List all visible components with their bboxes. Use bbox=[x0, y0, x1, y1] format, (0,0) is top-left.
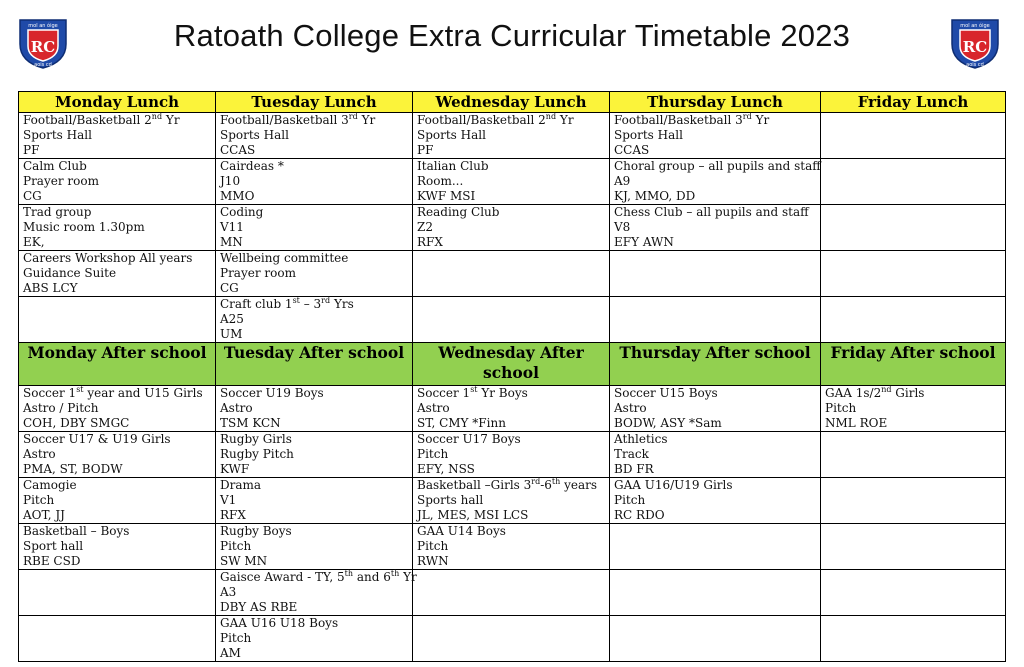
activity-location: Sports Hall bbox=[417, 128, 486, 142]
activity-name: Reading Club bbox=[417, 205, 500, 219]
timetable bbox=[18, 91, 1006, 662]
activity-cell bbox=[821, 251, 1006, 297]
activity-cell bbox=[216, 524, 413, 570]
activity-location: Pitch bbox=[825, 401, 857, 415]
table-row bbox=[19, 297, 1006, 343]
activity-name: GAA U14 Boys bbox=[417, 524, 506, 538]
activity-staff: AM bbox=[220, 646, 241, 660]
activity-staff: JL, MES, MSI LCS bbox=[417, 508, 529, 522]
activity-location: Pitch bbox=[23, 493, 55, 507]
activity-location: V11 bbox=[220, 220, 244, 234]
activity-location: Pitch bbox=[417, 539, 449, 553]
activity-cell bbox=[413, 297, 610, 343]
crest-letters: RC bbox=[962, 38, 988, 56]
activity-cell bbox=[610, 570, 821, 616]
activity-name: Craft club 1st – 3rd Yrs bbox=[220, 296, 354, 311]
activity-name: Football/Basketball 2nd Yr bbox=[23, 112, 180, 127]
table-row bbox=[19, 205, 1006, 251]
activity-location: A9 bbox=[614, 174, 631, 188]
activity-staff: RC RDO bbox=[614, 508, 665, 522]
activity-cell bbox=[413, 616, 610, 662]
activity-cell bbox=[413, 251, 610, 297]
activity-staff: CCAS bbox=[220, 143, 256, 157]
activity-cell bbox=[610, 386, 821, 432]
after-header: Thursday After school bbox=[610, 343, 821, 386]
activity-staff: CCAS bbox=[614, 143, 650, 157]
activity-location: Prayer room bbox=[23, 174, 99, 188]
activity-cell bbox=[413, 113, 610, 159]
activity-cell bbox=[19, 205, 216, 251]
activity-staff: PMA, ST, BODW bbox=[23, 462, 123, 476]
activity-staff: SW MN bbox=[220, 554, 268, 568]
activity-location: Astro bbox=[614, 401, 647, 415]
after-header: Tuesday After school bbox=[216, 343, 413, 386]
activity-name: Camogie bbox=[23, 478, 77, 492]
activity-cell bbox=[216, 113, 413, 159]
activity-cell bbox=[216, 478, 413, 524]
activity-location: Music room 1.30pm bbox=[23, 220, 145, 234]
activity-cell bbox=[610, 524, 821, 570]
activity-name: Choral group – all pupils and staff bbox=[614, 159, 821, 173]
activity-cell bbox=[19, 432, 216, 478]
activity-staff: BODW, ASY *Sam bbox=[614, 416, 722, 430]
activity-name: Cairdeas * bbox=[220, 159, 284, 173]
activity-name: GAA U16/U19 Girls bbox=[614, 478, 733, 492]
activity-cell bbox=[821, 524, 1006, 570]
activity-cell bbox=[610, 251, 821, 297]
activity-name: Gaisce Award - TY, 5th and 6th Yr bbox=[220, 569, 417, 584]
activity-cell bbox=[610, 616, 821, 662]
activity-staff: DBY AS RBE bbox=[220, 600, 298, 614]
activity-name: Soccer U19 Boys bbox=[220, 386, 324, 400]
activity-staff: RWN bbox=[417, 554, 449, 568]
activity-cell bbox=[821, 432, 1006, 478]
crest-motto-top: mol an óige bbox=[28, 23, 58, 29]
activity-cell bbox=[19, 478, 216, 524]
activity-cell bbox=[216, 432, 413, 478]
activity-name: Football/Basketball 3rd Yr bbox=[614, 112, 770, 127]
activity-location: Guidance Suite bbox=[23, 266, 117, 280]
after-header: Wednesday After school bbox=[413, 343, 610, 386]
table-row bbox=[19, 524, 1006, 570]
activity-cell bbox=[610, 113, 821, 159]
lunch-header: Monday Lunch bbox=[19, 92, 216, 113]
activity-location: Pitch bbox=[417, 447, 449, 461]
activity-cell bbox=[216, 205, 413, 251]
activity-staff: BD FR bbox=[614, 462, 654, 476]
activity-location: Rugby Pitch bbox=[220, 447, 294, 461]
activity-staff: NML ROE bbox=[825, 416, 888, 430]
activity-cell bbox=[413, 524, 610, 570]
lunch-header: Thursday Lunch bbox=[610, 92, 821, 113]
activity-name: Athletics bbox=[614, 432, 668, 446]
activity-cell bbox=[821, 616, 1006, 662]
activity-name: Soccer 1st year and U15 Girls bbox=[23, 385, 203, 400]
activity-name: Calm Club bbox=[23, 159, 87, 173]
activity-name: Soccer U15 Boys bbox=[614, 386, 718, 400]
activity-name: Soccer U17 Boys bbox=[417, 432, 521, 446]
activity-cell bbox=[610, 297, 821, 343]
activity-name: Basketball –Girls 3rd-6th years bbox=[417, 477, 598, 492]
activity-staff: KWF MSI bbox=[417, 189, 476, 203]
table-row bbox=[19, 432, 1006, 478]
activity-name: Rugby Boys bbox=[220, 524, 292, 538]
activity-staff: PF bbox=[417, 143, 434, 157]
activity-staff: TSM KCN bbox=[220, 416, 281, 430]
after-header: Monday After school bbox=[19, 343, 216, 386]
activity-name: Football/Basketball 2nd Yr bbox=[417, 112, 574, 127]
activity-cell bbox=[821, 478, 1006, 524]
activity-staff: EFY AWN bbox=[614, 235, 674, 249]
activity-name: Coding bbox=[220, 205, 264, 219]
activity-location: Astro / Pitch bbox=[23, 401, 99, 415]
activity-cell bbox=[19, 251, 216, 297]
activity-cell bbox=[821, 297, 1006, 343]
after-header-row bbox=[19, 343, 1006, 386]
activity-cell bbox=[216, 159, 413, 205]
activity-location: Sports hall bbox=[417, 493, 484, 507]
after-header: Friday After school bbox=[821, 343, 1006, 386]
crest-motto-top: mol an óige bbox=[960, 23, 990, 29]
activity-staff: ABS LCY bbox=[23, 281, 78, 295]
activity-staff: EK, bbox=[23, 235, 45, 249]
activity-staff: RFX bbox=[220, 508, 246, 522]
activity-cell bbox=[821, 386, 1006, 432]
activity-staff: EFY, NSS bbox=[417, 462, 475, 476]
activity-location: Astro bbox=[23, 447, 56, 461]
page-title: Ratoath College Extra Curricular Timetable 2023 bbox=[173, 18, 851, 53]
activity-name: Italian Club bbox=[417, 159, 489, 173]
activity-staff: MN bbox=[220, 235, 243, 249]
activity-location: A3 bbox=[220, 585, 237, 599]
activity-location: Prayer room bbox=[220, 266, 296, 280]
lunch-header: Friday Lunch bbox=[821, 92, 1006, 113]
activity-location: Sports Hall bbox=[23, 128, 92, 142]
activity-location: J10 bbox=[220, 174, 241, 188]
activity-location: Pitch bbox=[220, 631, 252, 645]
activity-location: Astro bbox=[417, 401, 450, 415]
activity-cell bbox=[821, 570, 1006, 616]
activity-cell bbox=[821, 205, 1006, 251]
activity-location: Room... bbox=[417, 174, 464, 188]
activity-location: Pitch bbox=[614, 493, 646, 507]
activity-name: Soccer 1st Yr Boys bbox=[417, 385, 528, 400]
lunch-header-row bbox=[19, 92, 1006, 113]
lunch-header: Wednesday Lunch bbox=[413, 92, 610, 113]
activity-name: Football/Basketball 3rd Yr bbox=[220, 112, 376, 127]
activity-cell bbox=[19, 524, 216, 570]
activity-staff: MMO bbox=[220, 189, 255, 203]
activity-cell bbox=[19, 616, 216, 662]
activity-staff: AOT, JJ bbox=[23, 508, 65, 522]
lunch-header: Tuesday Lunch bbox=[216, 92, 413, 113]
activity-cell bbox=[216, 297, 413, 343]
activity-cell bbox=[821, 159, 1006, 205]
activity-cell bbox=[413, 478, 610, 524]
table-row bbox=[19, 616, 1006, 662]
activity-name: GAA 1s/2nd Girls bbox=[825, 385, 925, 400]
table-row bbox=[19, 113, 1006, 159]
activity-staff: RBE CSD bbox=[23, 554, 81, 568]
activity-name: Basketball – Boys bbox=[23, 524, 130, 538]
activity-cell bbox=[19, 297, 216, 343]
activity-staff: CG bbox=[23, 189, 42, 203]
activity-staff: ST, CMY *Finn bbox=[417, 416, 506, 430]
activity-name: Chess Club – all pupils and staff bbox=[614, 205, 809, 219]
table-row bbox=[19, 251, 1006, 297]
table-row bbox=[19, 159, 1006, 205]
activity-name: Rugby Girls bbox=[220, 432, 292, 446]
activity-location: Pitch bbox=[220, 539, 252, 553]
activity-staff: RFX bbox=[417, 235, 443, 249]
activity-cell bbox=[413, 432, 610, 478]
activity-location: Sports Hall bbox=[614, 128, 683, 142]
activity-cell bbox=[216, 251, 413, 297]
activity-location: V8 bbox=[614, 220, 631, 234]
activity-cell bbox=[216, 616, 413, 662]
activity-name: Trad group bbox=[23, 205, 92, 219]
activity-location: Z2 bbox=[417, 220, 433, 234]
activity-cell bbox=[413, 386, 610, 432]
activity-staff: PF bbox=[23, 143, 40, 157]
crest-motto-bottom: aois cd bbox=[966, 62, 984, 68]
activity-cell bbox=[610, 478, 821, 524]
activity-cell bbox=[19, 570, 216, 616]
table-row bbox=[19, 386, 1006, 432]
activity-cell bbox=[19, 386, 216, 432]
table-row bbox=[19, 570, 1006, 616]
activity-cell bbox=[610, 205, 821, 251]
activity-location: Sport hall bbox=[23, 539, 84, 553]
activity-cell bbox=[216, 386, 413, 432]
activity-staff: KWF bbox=[220, 462, 250, 476]
table-row bbox=[19, 478, 1006, 524]
activity-name: GAA U16 U18 Boys bbox=[220, 616, 339, 630]
activity-cell bbox=[413, 205, 610, 251]
activity-name: Careers Workshop All years bbox=[23, 251, 193, 265]
activity-name: Soccer U17 & U19 Girls bbox=[23, 432, 171, 446]
activity-location: Sports Hall bbox=[220, 128, 289, 142]
activity-location: A25 bbox=[220, 312, 244, 326]
activity-staff: CG bbox=[220, 281, 239, 295]
activity-cell bbox=[610, 159, 821, 205]
activity-cell bbox=[216, 569, 417, 616]
activity-name: Wellbeing committee bbox=[220, 251, 349, 265]
activity-cell bbox=[19, 159, 216, 205]
activity-location: Astro bbox=[220, 401, 253, 415]
activity-location: Track bbox=[614, 447, 649, 461]
activity-cell bbox=[821, 113, 1006, 159]
activity-cell bbox=[19, 113, 216, 159]
activity-staff: UM bbox=[220, 327, 243, 341]
crest-motto-bottom: aois cd bbox=[34, 62, 52, 68]
activity-name: Drama bbox=[220, 478, 262, 492]
activity-staff: COH, DBY SMGC bbox=[23, 416, 130, 430]
activity-location: V1 bbox=[220, 493, 237, 507]
activity-cell bbox=[610, 432, 821, 478]
activity-cell bbox=[413, 570, 610, 616]
crest-letters: RC bbox=[30, 38, 56, 56]
activity-staff: KJ, MMO, DD bbox=[614, 189, 696, 203]
activity-cell bbox=[413, 159, 610, 205]
